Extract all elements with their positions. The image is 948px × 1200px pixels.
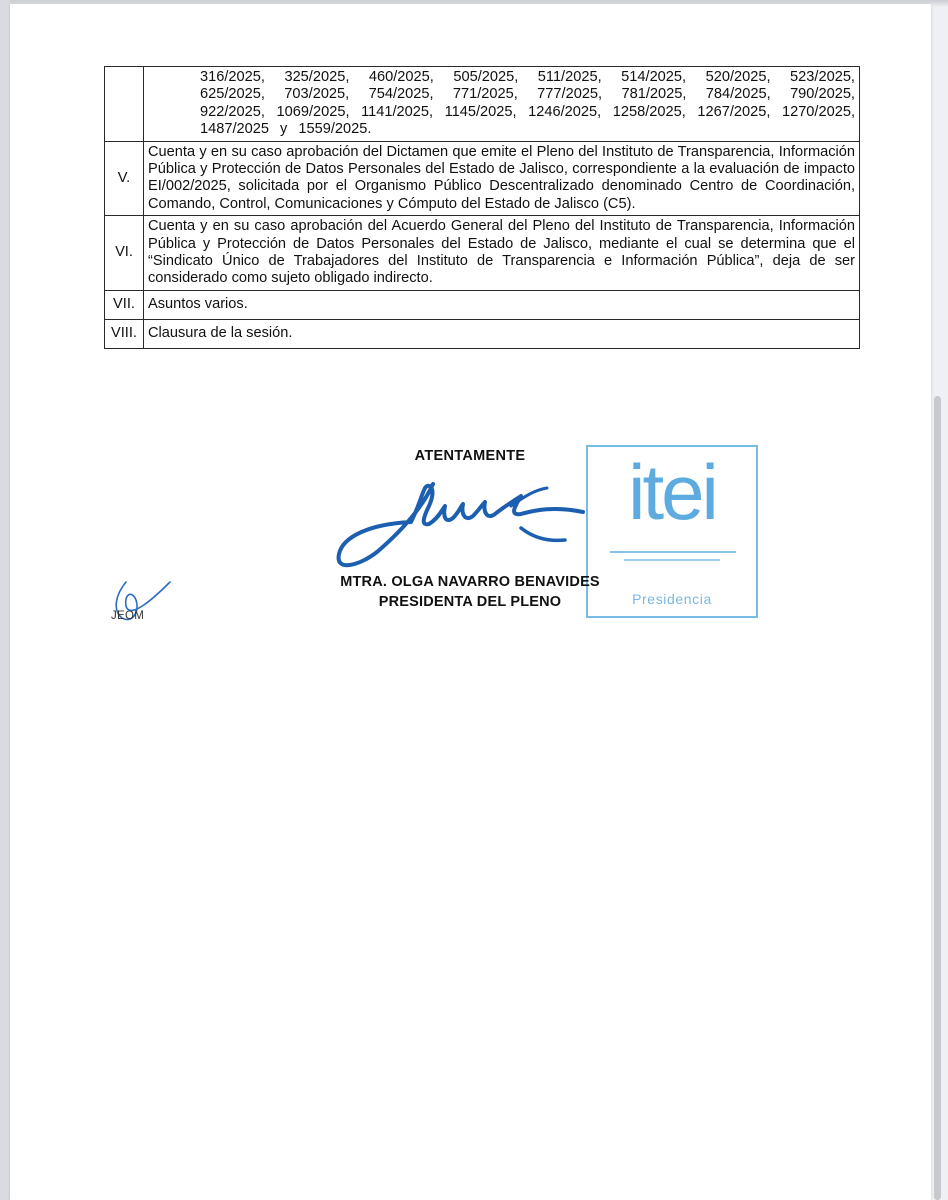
stamp-rule [610, 551, 736, 553]
signatory-block [300, 572, 640, 612]
closing-salutation: ATENTAMENTE [414, 448, 526, 464]
agenda-number-cell [105, 67, 144, 142]
agenda-number: V. [105, 141, 144, 216]
scrollbar-thumb[interactable] [934, 396, 941, 1200]
signatory-name: MTRA. OLGA NAVARRO BENAVIDES [340, 574, 600, 590]
agenda-number: VI. [105, 216, 144, 291]
author-initials: JEOM [111, 610, 145, 622]
agenda-item-text: Cuenta y en su caso aprobación del Acuerdo General del Pleno del Instituto de Transparencia, Información Pública y Protección de Datos Personales del Estado de Jalisco, mediante el cual se determina que el “Sindicato Único de Trabajadores del Instituto de Transparencia e Información Pública”, deja de ser considerado como sujeto obligado indirecto. [144, 216, 860, 291]
agenda-table [104, 66, 860, 349]
agenda-row-continued [105, 67, 860, 142]
agenda-row [105, 319, 860, 348]
agenda-row [105, 290, 860, 319]
agenda-item-text: Asuntos varios. [144, 290, 860, 319]
signatory-position: PRESIDENTA DEL PLENO [378, 594, 562, 610]
initials-scribble [104, 576, 176, 636]
itei-logo: itei [628, 448, 716, 536]
agenda-text-cell [144, 67, 860, 142]
case-numbers-list: 316/2025, 325/2025, 460/2025, 505/2025, 511/2025, 514/2025, 520/2025, 523/2025, 625/2025, 703/2025, 754/2025, 771/2025, 777/2025, 781/2025, 784/2025, 790/2025, 922/2025, 1069/2025, 1141/2025, 1145/2025, 1246/2025, 1258/2025, 1267/2025, 1270/2025, 1487/2025 y 1559/2025. [200, 69, 855, 138]
agenda-row [105, 216, 860, 291]
agenda-number: VIII. [105, 319, 144, 348]
stamp-rule [624, 559, 720, 561]
stamp-label: Presidencia [632, 591, 712, 607]
agenda-number: VII. [105, 290, 144, 319]
viewer-left-gutter [0, 0, 10, 1200]
agenda-item-text: Cuenta y en su caso aprobación del Dictamen que emite el Pleno del Instituto de Transparencia, Información Pública y Protección de Datos Personales del Estado de Jalisco, correspondiente a la evaluación de impacto EI/002/2025, solicitada por el Organismo Público Descentralizado denominado Centro de Coordinación, Comando, Control, Comunicaciones y Cómputo del Estado de Jalisco (C5). [144, 141, 860, 216]
handwritten-signature [325, 466, 595, 576]
agenda-item-text: Clausura de la sesión. [144, 319, 860, 348]
agenda-row [105, 141, 860, 216]
